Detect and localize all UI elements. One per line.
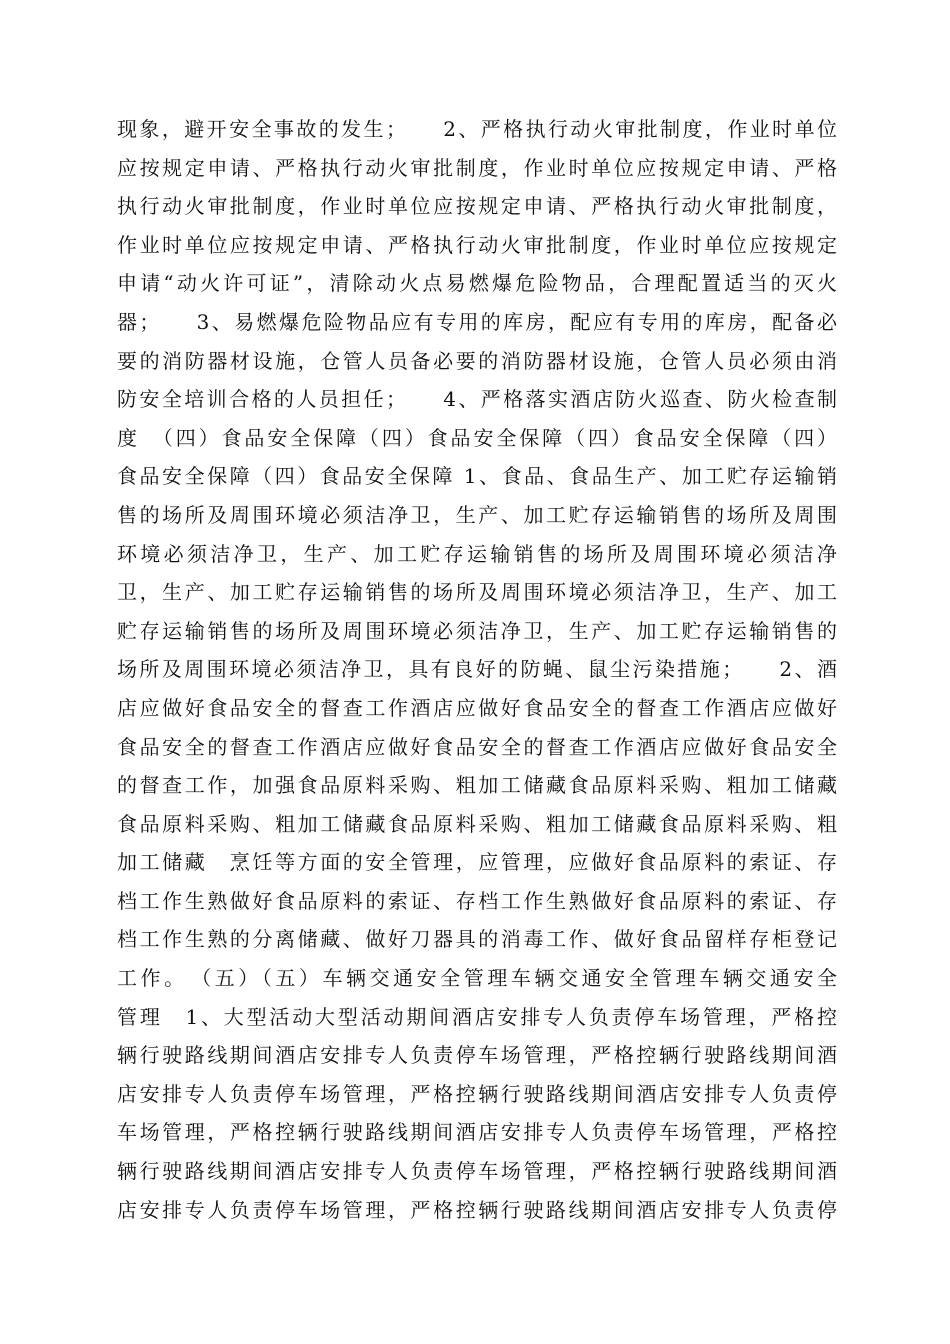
text-line: 防安全培训合格的人员担任； 4、严格落实酒店防火巡查、防火检查制: [117, 387, 837, 412]
text-line: 场所及周围环境必须洁净卫，具有良好的防蝇、鼠尘污染措施； 2、酒: [117, 657, 837, 682]
text-line: 店应做好食品安全的督查工作酒店应做好食品安全的督查工作酒店应做好: [117, 695, 837, 720]
text-line: 申请“动火许可证”，清除动火点易燃爆危险物品，合理配置适当的灭火: [117, 271, 837, 296]
text-line: 食品安全的督查工作酒店应做好食品安全的督查工作酒店应做好食品安全: [117, 734, 837, 759]
text-line: 的督查工作，加强食品原料采购、粗加工储藏食品原料采购、粗加工储藏: [117, 773, 837, 798]
text-line: 管理 1、大型活动大型活动期间酒店安排专人负责停车场管理，严格控: [117, 1004, 837, 1029]
text-line: 工作。 （五）（五）车辆交通安全管理车辆交通安全管理车辆交通安全: [117, 966, 837, 991]
text-line: 售的场所及周围环境必须洁净卫，生产、加工贮存运输销售的场所及周围: [117, 502, 837, 527]
text-line: 食品安全保障（四）食品安全保障 1、食品、食品生产、加工贮存运输销: [117, 464, 837, 489]
text-line: 应按规定申请、严格执行动火审批制度，作业时单位应按规定申请、严格: [117, 155, 837, 180]
text-line: 现象，避开安全事故的发生； 2、严格执行动火审批制度，作业时单位: [117, 117, 837, 141]
text-line: 档工作生熟的分离储藏、做好刀器具的消毒工作、做好食品留样存柜登记: [117, 927, 837, 952]
text-line: 器； 3、易燃爆危险物品应有专用的库房，配应有专用的库房，配备必: [117, 309, 837, 334]
body-text: [117, 110, 837, 1229]
text-line: 度 （四）食品安全保障（四）食品安全保障（四）食品安全保障（四）: [117, 425, 837, 450]
text-line: 车场管理，严格控辆行驶路线期间酒店安排专人负责停车场管理，严格控: [117, 1120, 837, 1145]
text-line: 作业时单位应按规定申请、严格执行动火审批制度，作业时单位应按规定: [117, 232, 837, 257]
text-line: 店安排专人负责停车场管理，严格控辆行驶路线期间酒店安排专人负责停: [117, 1197, 837, 1222]
text-line: 加工储藏 烹饪等方面的安全管理，应管理，应做好食品原料的索证、存: [117, 850, 837, 875]
text-line: 辆行驶路线期间酒店安排专人负责停车场管理，严格控辆行驶路线期间酒: [117, 1159, 837, 1184]
text-line: 店安排专人负责停车场管理，严格控辆行驶路线期间酒店安排专人负责停: [117, 1081, 837, 1106]
text-line: 执行动火审批制度，作业时单位应按规定申请、严格执行动火审批制度，: [117, 194, 837, 219]
text-line: 要的消防器材设施，仓管人员备必要的消防器材设施，仓管人员必须由消: [117, 348, 837, 373]
text-line: 卫，生产、加工贮存运输销售的场所及周围环境必须洁净卫，生产、加工: [117, 580, 837, 605]
text-line: 贮存运输销售的场所及周围环境必须洁净卫，生产、加工贮存运输销售的: [117, 618, 837, 643]
text-line: 环境必须洁净卫，生产、加工贮存运输销售的场所及周围环境必须洁净: [117, 541, 837, 566]
text-line: 食品原料采购、粗加工储藏食品原料采购、粗加工储藏食品原料采购、粗: [117, 811, 837, 836]
text-line: 档工作生熟做好食品原料的索证、存档工作生熟做好食品原料的索证、存: [117, 888, 837, 913]
text-line: 辆行驶路线期间酒店安排专人负责停车场管理，严格控辆行驶路线期间酒: [117, 1043, 837, 1068]
